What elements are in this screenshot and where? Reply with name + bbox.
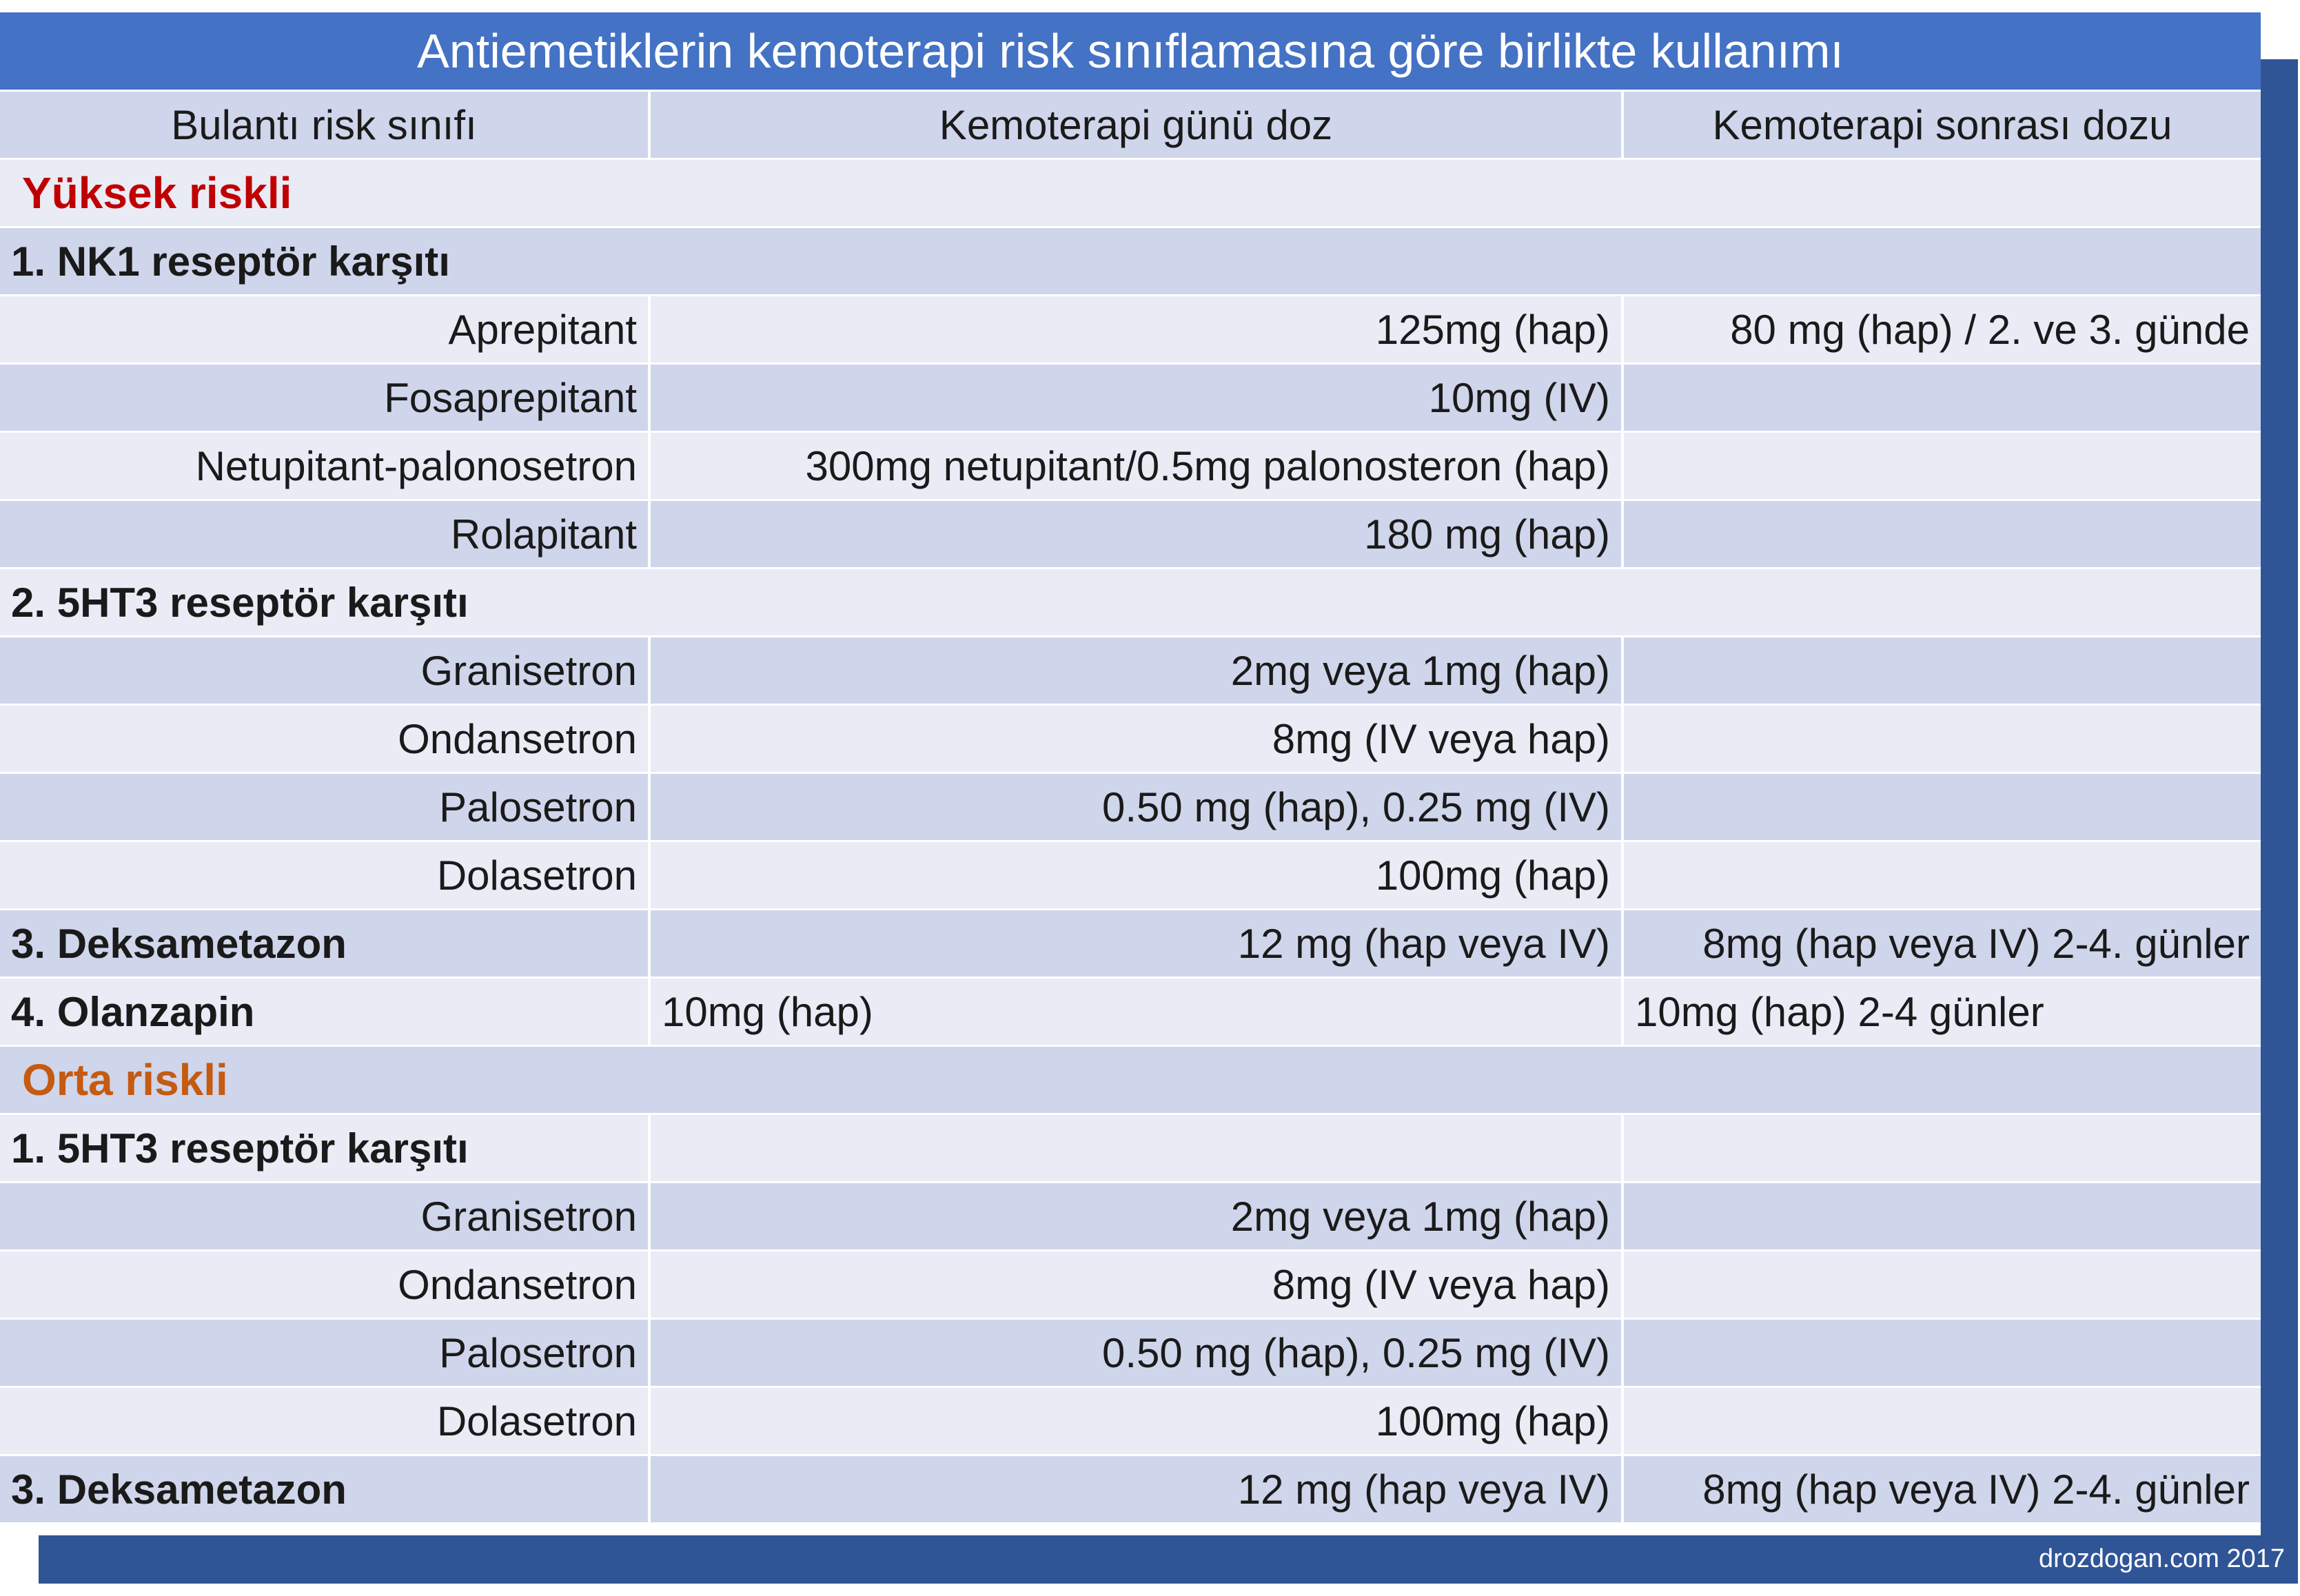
table-row	[0, 499, 2261, 567]
group-label: 2. 5HT3 reseptör karşıtı	[11, 579, 469, 626]
drug-name: 4. Olanzapin	[0, 979, 651, 1045]
after-chemo-dose	[1624, 774, 2261, 840]
after-chemo-dose: 10mg (hap) 2-4 günler	[1635, 988, 2044, 1035]
group-label: 1. 5HT3 reseptör karşıtı	[0, 1115, 651, 1181]
table-row	[0, 294, 2261, 362]
table-row	[0, 1181, 2261, 1249]
group-label: 1. NK1 reseptör karşıtı	[11, 238, 450, 285]
table-row	[0, 1249, 2261, 1318]
table-row-dexamethasone	[0, 908, 2261, 976]
chemo-day-dose: 0.50 mg (hap), 0.25 mg (IV)	[651, 774, 1624, 840]
chemo-day-dose: 8mg (IV veya hap)	[651, 706, 1624, 772]
after-chemo-dose	[1624, 433, 2261, 499]
table-row	[0, 772, 2261, 840]
drug-name: Rolapitant	[0, 501, 651, 567]
mid-risk-label: Orta riskli	[22, 1055, 228, 1105]
credit-text: drozdogan.com 2017	[2038, 1544, 2285, 1573]
high-risk-label: Yüksek riskli	[22, 168, 292, 218]
section-row-mid-risk	[0, 1045, 2261, 1113]
after-chemo-dose	[1624, 1183, 2261, 1249]
drug-name: Dolasetron	[0, 842, 651, 908]
header-after-chemo-dose: Kemoterapi sonrası dozu	[1712, 101, 2172, 148]
drug-name: Granisetron	[0, 637, 651, 704]
table-row	[0, 1386, 2261, 1454]
after-chemo-dose	[1624, 1251, 2261, 1318]
drug-name: Granisetron	[0, 1183, 651, 1249]
empty-cell	[1624, 1115, 2261, 1181]
header-chemo-day-dose: Kemoterapi günü doz	[651, 92, 1624, 158]
table-title: Antiemetiklerin kemoterapi risk sınıflamasına göre birlikte kullanımı	[0, 12, 2261, 90]
chemo-day-dose: 10mg (hap)	[651, 979, 1624, 1045]
drug-name: Netupitant-palonosetron	[0, 433, 651, 499]
chemo-day-dose: 10mg (IV)	[651, 365, 1624, 431]
table-row	[0, 635, 2261, 704]
drug-name: 3. Deksametazon	[0, 1456, 651, 1522]
chemo-day-dose: 100mg (hap)	[651, 842, 1624, 908]
table-row-dexamethasone	[0, 1454, 2261, 1522]
after-chemo-dose	[1624, 501, 2261, 567]
drug-name: Ondansetron	[0, 1251, 651, 1318]
after-chemo-dose	[1624, 365, 2261, 431]
empty-cell	[651, 1115, 1624, 1181]
group-row-5ht3	[0, 1113, 2261, 1181]
table-row	[0, 362, 2261, 431]
antiemetic-table	[0, 90, 2261, 1522]
antiemetic-table-card	[0, 12, 2261, 1535]
drug-name: Dolasetron	[0, 1388, 651, 1454]
after-chemo-dose	[1624, 706, 2261, 772]
table-row	[0, 1318, 2261, 1386]
chemo-day-dose: 100mg (hap)	[651, 1388, 1624, 1454]
drug-name: 3. Deksametazon	[0, 910, 651, 976]
drug-name: Fosaprepitant	[0, 365, 651, 431]
drug-name: Ondansetron	[0, 706, 651, 772]
drug-name: Aprepitant	[0, 296, 651, 362]
frame-shadow-bottom	[39, 1535, 2298, 1584]
after-chemo-dose: 8mg (hap veya IV) 2-4. günler	[1702, 920, 2250, 967]
group-row-nk1	[0, 226, 2261, 294]
chemo-day-dose: 125mg (hap)	[651, 296, 1624, 362]
table-header-row	[0, 90, 2261, 158]
chemo-day-dose: 2mg veya 1mg (hap)	[651, 1183, 1624, 1249]
header-risk-class: Bulantı risk sınıfı	[0, 92, 651, 158]
chemo-day-dose: 180 mg (hap)	[651, 501, 1624, 567]
chemo-day-dose: 12 mg (hap veya IV)	[651, 910, 1624, 976]
chemo-day-dose: 0.50 mg (hap), 0.25 mg (IV)	[651, 1320, 1624, 1386]
table-row	[0, 431, 2261, 499]
table-row	[0, 704, 2261, 772]
after-chemo-dose: 8mg (hap veya IV) 2-4. günler	[1702, 1466, 2250, 1513]
after-chemo-dose	[1624, 1320, 2261, 1386]
chemo-day-dose: 8mg (IV veya hap)	[651, 1251, 1624, 1318]
drug-name: Palosetron	[0, 1320, 651, 1386]
after-chemo-dose	[1624, 842, 2261, 908]
table-row-olanzapine	[0, 976, 2261, 1045]
frame-shadow-right	[2259, 59, 2298, 1564]
after-chemo-dose	[1624, 637, 2261, 704]
after-chemo-dose: 80 mg (hap) / 2. ve 3. günde	[1730, 306, 2250, 353]
section-row-high-risk	[0, 158, 2261, 226]
chemo-day-dose: 2mg veya 1mg (hap)	[651, 637, 1624, 704]
drug-name: Palosetron	[0, 774, 651, 840]
chemo-day-dose: 12 mg (hap veya IV)	[651, 1456, 1624, 1522]
table-row	[0, 840, 2261, 908]
group-row-5ht3	[0, 567, 2261, 635]
after-chemo-dose	[1624, 1388, 2261, 1454]
chemo-day-dose: 300mg netupitant/0.5mg palonosteron (hap)	[651, 433, 1624, 499]
